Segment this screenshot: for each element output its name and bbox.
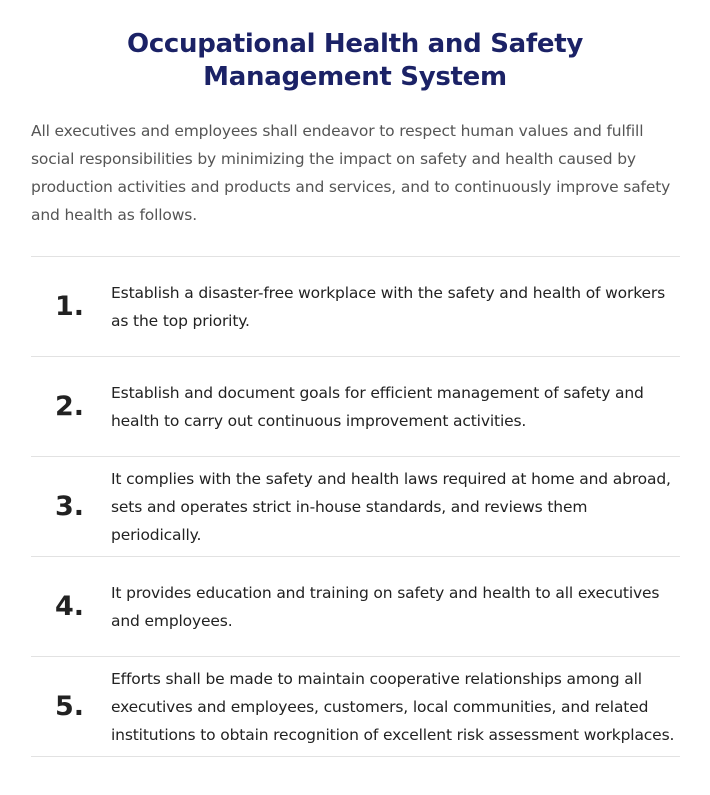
list-item (31, 257, 680, 357)
list-item (31, 457, 680, 557)
item-text: It provides education and training on safety and health to all executives and employees. (111, 583, 660, 630)
policy-list (31, 256, 680, 757)
list-item (31, 657, 680, 757)
item-number: 4. (55, 591, 85, 622)
list-item (31, 557, 680, 657)
page-title-line-2: Management System (203, 62, 507, 92)
item-number: 1. (55, 291, 85, 322)
item-text: Establish and document goals for efficient management of safety and health to carry out continuous improvement activities. (111, 383, 644, 430)
intro-paragraph: All executives and employees shall endeavor to respect human values and fulfill social responsibilities by minimizing the impact on safety and health caused by production activities and products and services, and to continuously improve safety and health as follows. (31, 122, 671, 224)
item-text: Establish a disaster-free workplace with the safety and health of workers as the top priority. (111, 283, 666, 330)
item-text: It complies with the safety and health laws required at home and abroad, sets and operates strict in-house standards, and reviews them periodically. (111, 469, 671, 544)
page-title (0, 28, 710, 94)
item-text: Efforts shall be made to maintain cooperative relationships among all executives and employees, customers, local communities, and related institutions to obtain recognition of excellent risk assessment workplaces. (111, 669, 675, 744)
item-number: 3. (55, 491, 85, 522)
page-title-line-1: Occupational Health and Safety (127, 29, 583, 59)
item-number: 5. (55, 691, 85, 722)
list-item (31, 357, 680, 457)
item-number: 2. (55, 391, 85, 422)
